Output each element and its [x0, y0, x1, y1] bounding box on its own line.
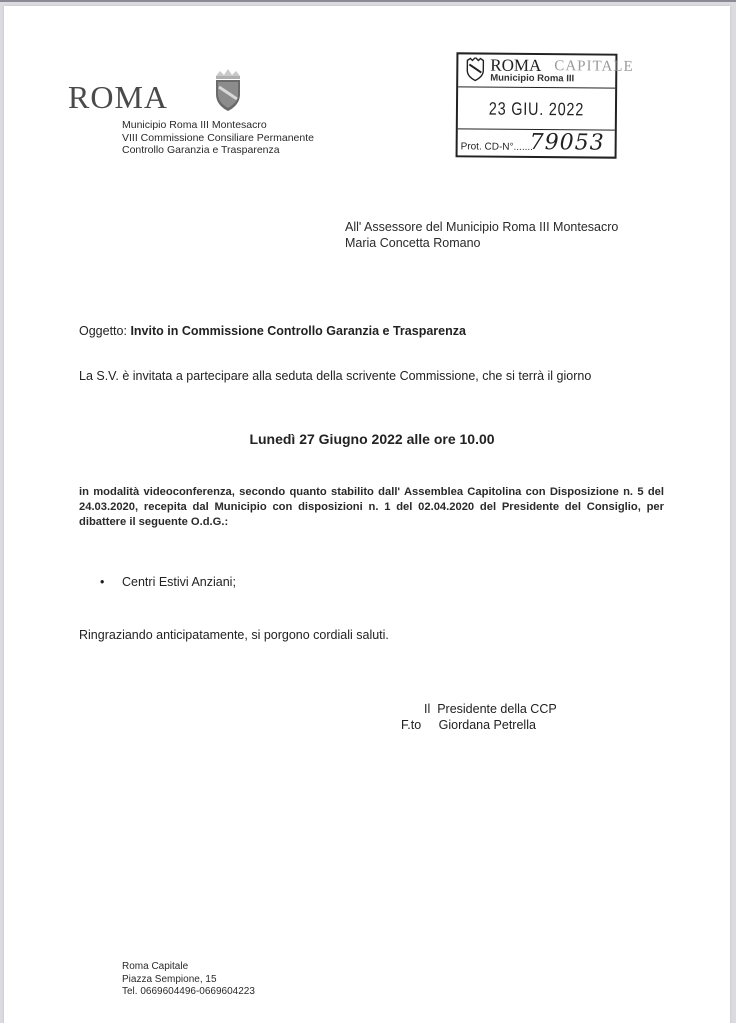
protocol-stamp	[456, 52, 634, 158]
meeting-datetime: Lunedì 27 Giugno 2022 alle ore 10.00	[249, 431, 495, 447]
intro-paragraph: La S.V. è invitata a partecipare alla seduta della scrivente Commissione, che si terrà il giorno	[79, 369, 592, 383]
footer-line: Roma Capitale	[122, 961, 189, 972]
stamp-protocol-number: 79053	[529, 129, 605, 156]
signature-prefix: F.to	[401, 718, 422, 732]
signature-name: Giordana Petrella	[438, 718, 536, 732]
addressee-line: All' Assessore del Municipio Roma III Montesacro	[345, 220, 619, 234]
stamp-subtitle: Municipio Roma III	[490, 72, 575, 85]
agenda-list	[100, 575, 236, 589]
department-line: Municipio Roma III Montesacro	[122, 119, 267, 131]
footer-line: Tel. 0669604496-0669604223	[122, 986, 255, 997]
body-paragraph: in modalità videoconferenza, secondo quanto stabilito dall' Assemblea Capitolina con Disposizione n. 5 del 24.03.2020, recepita dal Municipio con disposizioni n. 1 del 02.04.2020 del Presidente del Consiglio, per dibattere il seguente O.d.G.:	[79, 486, 664, 528]
stamp-date: 23 GIU. 2022	[488, 98, 585, 120]
stamp-title-faded: CAPITALE	[554, 58, 634, 75]
stamp-title: ROMA	[490, 55, 542, 76]
footer-address	[122, 961, 255, 999]
letterhead-department	[122, 119, 314, 157]
subject-label: Oggetto:	[79, 324, 127, 338]
stamp-crest-icon	[466, 57, 484, 81]
department-line: VIII Commissione Consiliare Permanente	[122, 131, 314, 144]
agenda-item	[100, 575, 236, 589]
signature	[401, 718, 536, 732]
department-line: Controllo Garanzia e Trasparenza	[122, 144, 280, 156]
bullet-icon: •	[100, 575, 105, 589]
roma-logo-text: ROMA	[68, 79, 169, 115]
closing-salutation: Ringraziando anticipatamente, si porgono cordiali saluti.	[79, 628, 389, 642]
footer-line: Piazza Sempione, 15	[122, 973, 217, 985]
addressee-name: Maria Concetta Romano	[345, 236, 481, 250]
subject-text: Invito in Commissione Controllo Garanzia e Trasparenza	[130, 324, 466, 338]
document-page	[4, 6, 730, 1023]
window-top-edge	[0, 0, 736, 2]
signature-role: Il Presidente della CCP	[424, 702, 557, 716]
agenda-item-text: Centri Estivi Anziani;	[122, 575, 236, 589]
roma-crest-icon	[208, 68, 248, 114]
stamp-protocol-label: Prot. CD-N°.......	[460, 141, 534, 153]
addressee	[345, 219, 618, 251]
subject-line	[79, 324, 466, 338]
